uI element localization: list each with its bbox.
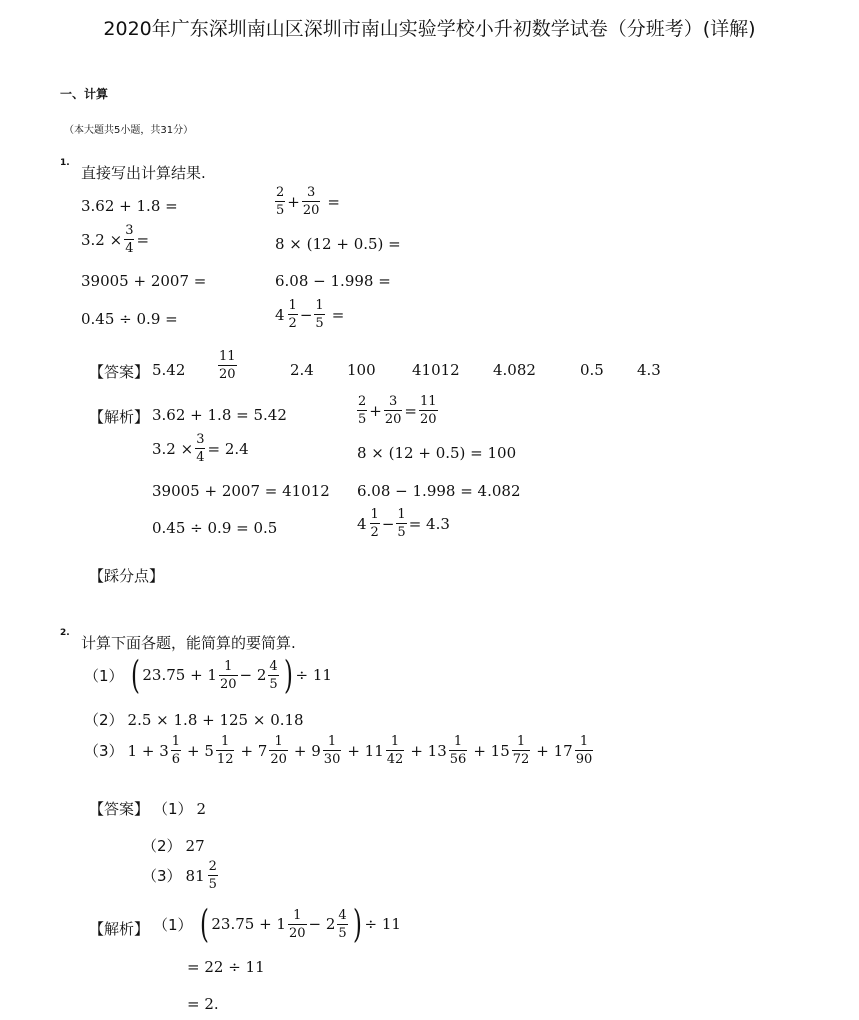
fraction: $\frac{1}{2}$ bbox=[288, 298, 297, 331]
term-operator: + 13 bbox=[410, 741, 447, 760]
fraction: $\frac{3}{4}$ bbox=[125, 223, 134, 256]
answer-value: 4.3 bbox=[637, 361, 661, 379]
analysis-expr: 3.2 × $\frac{3}{4}$ = 2.4 bbox=[152, 432, 249, 465]
answer-value: 2.4 bbox=[290, 361, 314, 379]
expr-5: 39005 + 2007 = bbox=[81, 272, 207, 290]
answer-value: 0.5 bbox=[580, 361, 604, 379]
analysis-step-1: （1） ( 23.75 + 1 $\frac{1}{20}$ − 2 $\frac{4}{5}$ ) ÷ 11 bbox=[153, 902, 401, 946]
expr-8: 4 $\frac{1}{2}$ − $\frac{1}{5}$ = bbox=[275, 298, 345, 331]
term-fraction: $\frac{1}{72}$ bbox=[512, 734, 530, 767]
term-fraction: $\frac{1}{42}$ bbox=[386, 734, 404, 767]
term-fraction: $\frac{1}{30}$ bbox=[323, 734, 341, 767]
term-operator: + 5 bbox=[187, 741, 214, 760]
analysis-expr: 4 $\frac{1}{2}$ − $\frac{1}{5}$ = 4.3 bbox=[357, 507, 450, 540]
expr-6: 6.08 − 1.998 = bbox=[275, 272, 391, 290]
section-heading: 一、计算 bbox=[60, 87, 109, 101]
answer-label: 【答案】 bbox=[89, 363, 150, 381]
analysis-expr: 3.62 + 1.8 = 5.42 bbox=[152, 406, 287, 424]
expr-4: 8 × (12 + 0.5) = bbox=[275, 235, 401, 253]
question-text: 计算下面各题，能简算的要简算. bbox=[81, 634, 296, 652]
answer-fraction: $\frac{11}{20}$ bbox=[219, 349, 236, 382]
answer-2: （2） 27 bbox=[142, 836, 205, 855]
score-points-label: 【踩分点】 bbox=[89, 567, 165, 585]
expr-2: $\frac{2}{5}$ + $\frac{3}{20}$ = bbox=[276, 185, 340, 218]
term-fraction: $\frac{1}{90}$ bbox=[575, 734, 593, 767]
answer-value: 4.082 bbox=[493, 361, 536, 379]
analysis-label: 【解析】 bbox=[89, 408, 150, 426]
analysis-expr: 6.08 − 1.998 = 4.082 bbox=[357, 482, 521, 500]
expr-1: 3.62 + 1.8 = bbox=[81, 197, 178, 215]
answer-value: 100 bbox=[347, 361, 376, 379]
fraction: $\frac{1}{5}$ bbox=[315, 298, 324, 331]
term-operator: + 11 bbox=[347, 741, 384, 760]
section-note: （本大题共5小题，共31分） bbox=[64, 125, 194, 136]
expr-7: 0.45 ÷ 0.9 = bbox=[81, 310, 178, 328]
analysis-expr: $\frac{2}{5}$ + $\frac{3}{20}$ = $\frac{11}{20}$ bbox=[358, 394, 437, 427]
answer-label: 【答案】 bbox=[89, 800, 150, 818]
term-fraction: $\frac{1}{6}$ bbox=[171, 734, 181, 767]
analysis-expr: 0.45 ÷ 0.9 = 0.5 bbox=[152, 519, 278, 537]
term-operator: + 7 bbox=[240, 741, 268, 760]
analysis-expr: 8 × (12 + 0.5) = 100 bbox=[357, 444, 517, 462]
fraction: $\frac{2}{5}$ bbox=[276, 185, 285, 218]
page-title: 2020年广东深圳南山区深圳市南山实验学校小升初数学试卷（分班考）(详解) bbox=[103, 18, 756, 40]
sub-question-1: （1） ( 23.75 + 1 $\frac{1}{20}$ − 2 $\frac{4}{5}$ ) ÷ 11 bbox=[84, 653, 332, 697]
question-number: 1. bbox=[60, 158, 70, 168]
expr-3: 3.2 × $\frac{3}{4}$ = bbox=[81, 223, 150, 256]
sub-question-2: （2） 2.5 × 1.8 + 125 × 0.18 bbox=[84, 710, 304, 729]
term-operator: + 17 bbox=[536, 741, 573, 760]
question-text: 直接写出计算结果. bbox=[81, 164, 206, 182]
analysis-step-3: = 2. bbox=[187, 995, 219, 1013]
sub-question-3: （3） 1 + 3 $\frac{1}{6}$ + 5 $\frac{1}{12}$ + 7 $\frac{1}{20}$ + 9 $\frac{1}{30}$ + 11 $\frac{1}{42}$ + 13 $\frac{1}{56}$ + 15 $\frac{1}{72}$ + 17 $\frac{1}{90}$ bbox=[84, 734, 593, 767]
term-operator: + 9 bbox=[293, 741, 321, 760]
answer-value: 41012 bbox=[412, 361, 460, 379]
term-fraction: $\frac{1}{12}$ bbox=[216, 734, 234, 767]
analysis-label: 【解析】 bbox=[89, 920, 150, 938]
analysis-step-2: = 22 ÷ 11 bbox=[187, 958, 265, 976]
term-operator: + 15 bbox=[473, 741, 510, 760]
answer-value: 5.42 bbox=[152, 361, 186, 379]
question-number: 2. bbox=[60, 628, 70, 638]
fraction: $\frac{3}{20}$ bbox=[302, 185, 320, 218]
answer-1: （1） 2 bbox=[153, 799, 207, 818]
analysis-expr: 39005 + 2007 = 41012 bbox=[152, 482, 330, 500]
answer-3: （3） 81 $\frac{2}{5}$ bbox=[142, 859, 217, 892]
term-fraction: $\frac{1}{20}$ bbox=[270, 734, 287, 767]
term-fraction: $\frac{1}{56}$ bbox=[449, 734, 467, 767]
